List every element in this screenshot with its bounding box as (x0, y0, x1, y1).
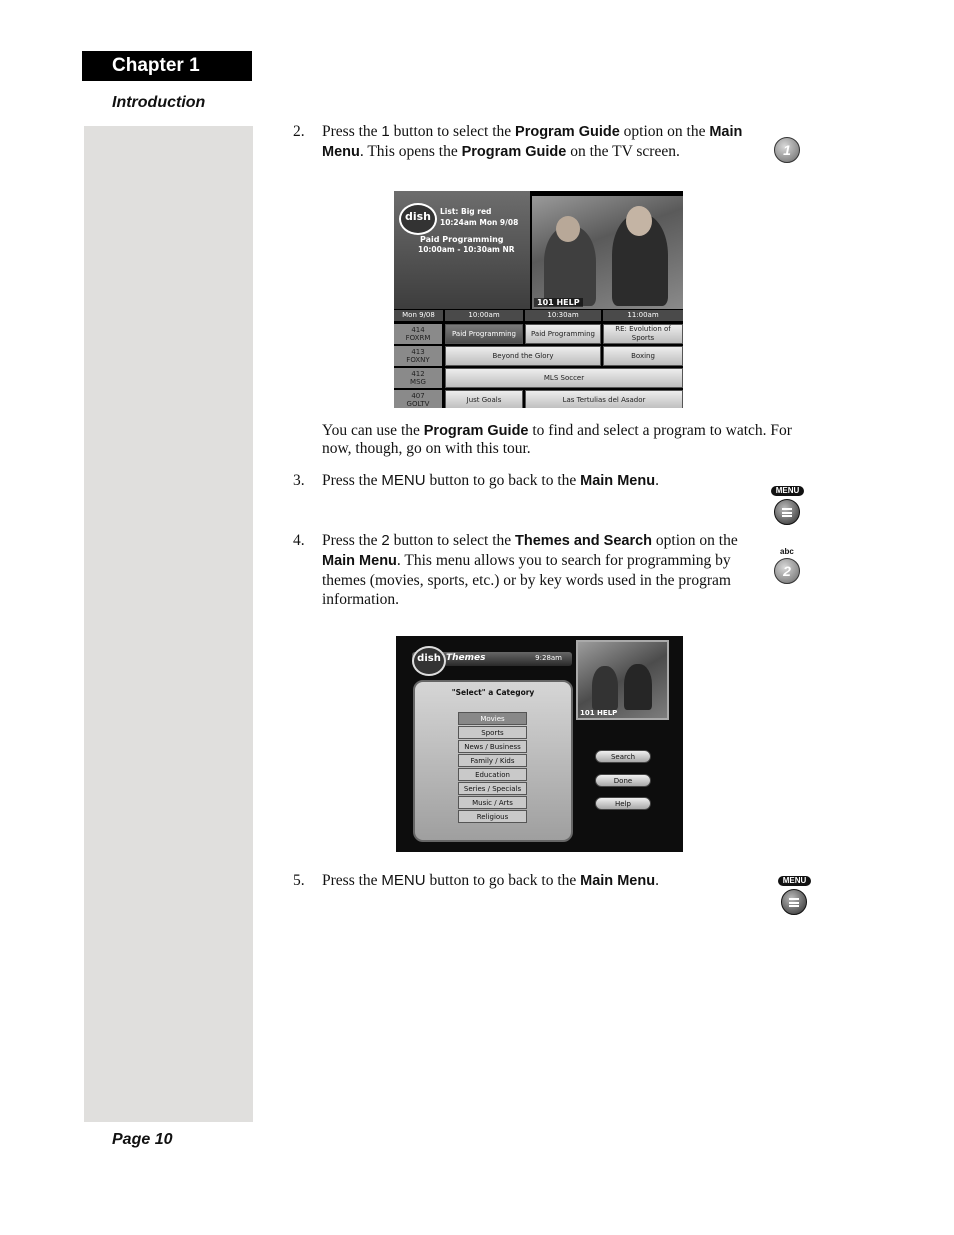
guide-channel[interactable]: 412 MSG (394, 368, 442, 388)
themes-category-panel (413, 680, 573, 842)
guide-program-title: Paid Programming (420, 235, 504, 244)
step-text: Press the 2 button to select the Themes and Search option on the Main Menu. This menu allows you to search for programming by themes (movies, sports, etc.) or by key words used in the program information. (322, 532, 738, 608)
guide-cell[interactable]: MLS Soccer (445, 368, 683, 388)
themes-prompt: "Select" a Category (451, 688, 535, 697)
guide-header-time: 10:00am (445, 310, 523, 321)
themes-video-preview (576, 640, 669, 720)
step-text: Press the MENU button to go back to the Main Menu. (322, 872, 659, 889)
category-item[interactable]: Movies (458, 712, 527, 725)
help-button[interactable]: Help (595, 797, 651, 810)
category-item[interactable]: Music / Arts (458, 796, 527, 809)
remote-1-button-icon: 1 (774, 137, 800, 163)
category-item[interactable]: Education (458, 768, 527, 781)
sidebar (84, 126, 253, 1122)
remote-2-button-icon: 2 (774, 558, 800, 584)
guide-time-date: 10:24am Mon 9/08 (440, 218, 519, 227)
category-item[interactable]: News / Business (458, 740, 527, 753)
step-text: Press the MENU button to go back to the Main Menu. (322, 472, 659, 489)
chapter-tab: Chapter 1 (82, 51, 252, 81)
dish-logo: dish (399, 203, 437, 235)
guide-cell[interactable]: RE: Evolution of Sports (603, 324, 683, 344)
themes-screenshot (396, 636, 683, 852)
guide-channel[interactable]: 407 GOLTV (394, 390, 442, 408)
themes-title: Themes (446, 653, 486, 663)
dish-logo: dish (412, 646, 446, 676)
remote-menu-button-icon (774, 499, 800, 525)
category-item[interactable]: Family / Kids (458, 754, 527, 767)
guide-video-preview (532, 196, 683, 309)
step-number: 5. (293, 872, 305, 889)
guide-cell[interactable]: Boxing (603, 346, 683, 366)
section-title: Introduction (112, 94, 206, 111)
category-item[interactable]: Religious (458, 810, 527, 823)
step-number: 4. (293, 532, 305, 549)
search-button[interactable]: Search (595, 750, 651, 763)
program-guide-screenshot (394, 191, 683, 408)
guide-list-label: List: Big red (440, 207, 492, 216)
guide-video-label: 101 HELP (534, 298, 583, 307)
guide-cell[interactable]: Just Goals (445, 390, 523, 408)
guide-header-time: 11:00am (603, 310, 683, 321)
step-number: 2. (293, 123, 305, 140)
guide-channel[interactable]: 414 FOXRM (394, 324, 442, 344)
menu-label: MENU (771, 486, 804, 496)
abc-label: abc (780, 547, 794, 556)
guide-cell[interactable]: Paid Programming (445, 324, 523, 344)
guide-program-time: 10:00am - 10:30am NR (418, 245, 515, 254)
guide-cell[interactable]: Beyond the Glory (445, 346, 601, 366)
step-number: 3. (293, 472, 305, 489)
themes-time: 9:28am (535, 654, 562, 662)
remote-menu-button-icon (781, 889, 807, 915)
guide-channel[interactable]: 413 FOXNY (394, 346, 442, 366)
page-number: Page 10 (112, 1131, 173, 1148)
guide-header-time: 10:30am (525, 310, 601, 321)
category-item[interactable]: Sports (458, 726, 527, 739)
menu-label: MENU (778, 876, 811, 886)
done-button[interactable]: Done (595, 774, 651, 787)
guide-cell[interactable]: Paid Programming (525, 324, 601, 344)
themes-video-label: 101 HELP (580, 709, 618, 717)
program-guide-paragraph: You can use the Program Guide to find and select a program to watch. For now, though, go on with this tour. (322, 422, 792, 457)
guide-info-panel (394, 191, 530, 309)
guide-cell[interactable]: Las Tertulias del Asador (525, 390, 683, 408)
guide-header-date: Mon 9/08 (394, 310, 443, 321)
step-text: Press the 1 button to select the Program Guide option on the Main Menu. This opens the Program Guide on the TV screen. (322, 123, 743, 160)
category-item[interactable]: Series / Specials (458, 782, 527, 795)
